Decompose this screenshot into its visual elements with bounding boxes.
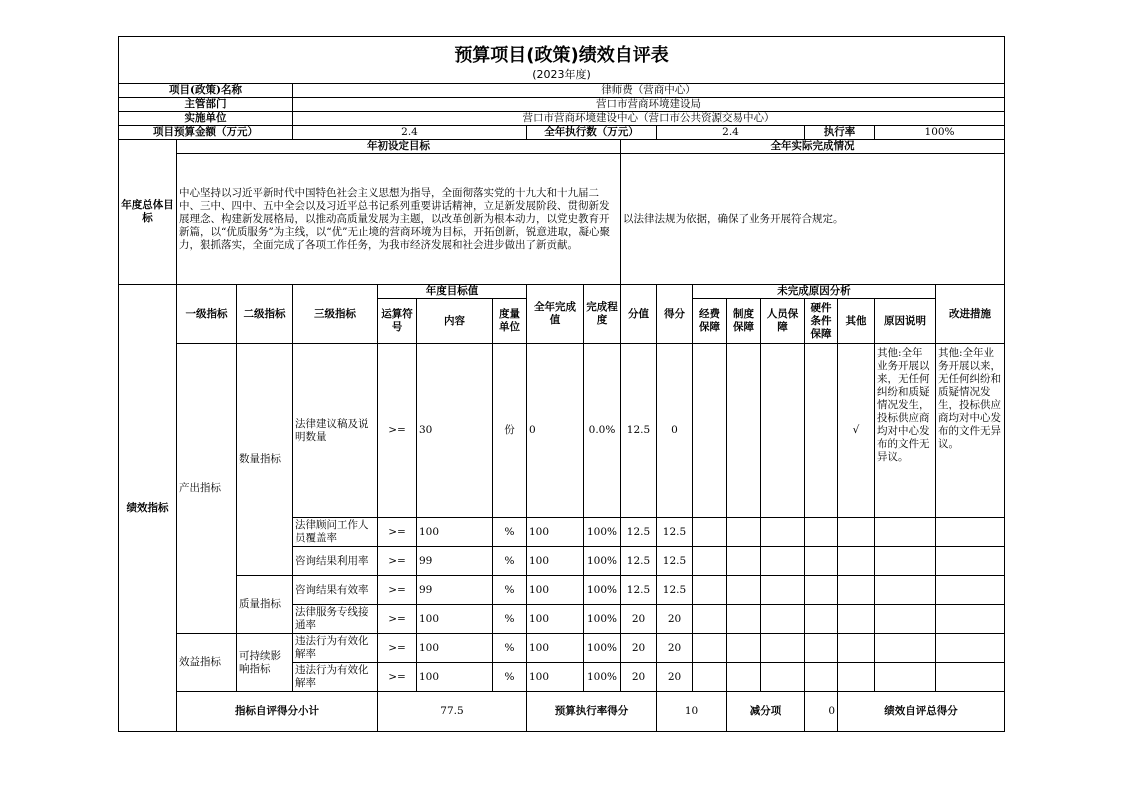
indicator-points: 12.5 xyxy=(621,344,657,518)
initial-goal-text: 中心坚持以习近平新时代中国特色社会主义思想为指导，全面彻落实党的十九大和十九届二中、三中、四中、五中全会以及习近平总书记系列重要讲话精神，立足新发展阶段、贯彻新发展理念、构建新发展格局，以推动高质量发展为主题，以改革创新为根本动力，以党史教育开新篇，以“优质服务”为主线，以“优”无止境的营商环境为目标，开拓创新，锐意进取，凝心聚力，狠抓落实，全面完成了各项工作任务，为我市经济发展和社会进步做出了新贡献。 xyxy=(177,154,621,285)
indicator-operator: >= xyxy=(378,663,417,692)
indicator-actual: 100 xyxy=(527,547,584,576)
indicator-score: 0 xyxy=(657,344,693,518)
budget-value: 2.4 xyxy=(293,126,527,140)
indicator-degree: 0.0% xyxy=(584,344,621,518)
indicator-actual: 100 xyxy=(527,663,584,692)
header-reason-other: 其他 xyxy=(838,299,875,344)
header-level2: 二级指标 xyxy=(237,285,293,344)
indicator-degree: 100% xyxy=(584,663,621,692)
l2-sustain: 可持续影响指标 xyxy=(237,634,293,692)
indicator-content: 100 xyxy=(417,605,493,634)
l2-quantity: 数量指标 xyxy=(237,344,293,576)
indicator-score: 20 xyxy=(657,634,693,663)
reason-description-cell xyxy=(875,576,936,605)
indicator-actual: 100 xyxy=(527,634,584,663)
reason-other-cell xyxy=(838,663,875,692)
l1-output: 产出指标 xyxy=(177,344,237,634)
table-row xyxy=(119,344,1005,518)
table-row xyxy=(119,576,1005,605)
header-level3: 三级指标 xyxy=(293,285,378,344)
reason-system-cell xyxy=(727,344,761,518)
indicator-degree: 100% xyxy=(584,518,621,547)
reason-funding-cell xyxy=(693,634,727,663)
reason-system-cell xyxy=(727,547,761,576)
improvement-cell xyxy=(936,547,1005,576)
header-reasons-group: 未完成原因分析 xyxy=(693,285,936,299)
reason-hardware-cell xyxy=(805,576,838,605)
unit-value: 营口市营商环境建设中心（营口市公共资源交易中心） xyxy=(293,112,1005,126)
rate-label: 执行率 xyxy=(805,126,875,140)
deduction-value: 0 xyxy=(805,692,838,732)
indicator-content: 100 xyxy=(417,634,493,663)
indicator-operator: >= xyxy=(378,547,417,576)
reason-staff-cell xyxy=(761,663,805,692)
reason-description-cell xyxy=(875,518,936,547)
goals-row-label: 年度总体目标 xyxy=(119,140,177,285)
header-target-group: 年度目标值 xyxy=(378,285,527,299)
reason-staff-cell xyxy=(761,576,805,605)
reason-system-cell xyxy=(727,518,761,547)
indicator-actual: 100 xyxy=(527,576,584,605)
header-improve: 改进措施 xyxy=(936,285,1005,344)
header-reason-funding: 经费保障 xyxy=(693,299,727,344)
indicator-points: 12.5 xyxy=(621,518,657,547)
subtotal-value: 77.5 xyxy=(378,692,527,732)
indicator-unit: % xyxy=(493,605,527,634)
reason-hardware-cell xyxy=(805,634,838,663)
indicator-score: 20 xyxy=(657,663,693,692)
executed-value: 2.4 xyxy=(657,126,805,140)
reason-system-cell xyxy=(727,576,761,605)
indicator-unit: % xyxy=(493,547,527,576)
indicator-content: 30 xyxy=(417,344,493,518)
actual-result-text: 以法律法规为依据，确保了业务开展符合规定。 xyxy=(621,154,1005,285)
reason-description-cell xyxy=(875,663,936,692)
reason-funding-cell xyxy=(693,518,727,547)
project-name-value: 律师费（营商中心） xyxy=(293,84,1005,98)
title-cell xyxy=(119,37,1005,84)
reason-hardware-cell xyxy=(805,547,838,576)
indicator-actual: 0 xyxy=(527,344,584,518)
perf-row-label: 绩效指标 xyxy=(119,285,177,732)
reason-description-cell xyxy=(875,634,936,663)
header-reason-staff: 人员保障 xyxy=(761,299,805,344)
header-operator: 运算符号 xyxy=(378,299,417,344)
indicator-unit: % xyxy=(493,576,527,605)
indicator-unit: % xyxy=(493,663,527,692)
header-reason-hardware: 硬件条件保障 xyxy=(805,299,838,344)
improvement-cell xyxy=(936,634,1005,663)
dept-label: 主管部门 xyxy=(119,98,293,112)
indicator-degree: 100% xyxy=(584,634,621,663)
indicator-points: 12.5 xyxy=(621,576,657,605)
indicator-content: 100 xyxy=(417,663,493,692)
improvement-cell xyxy=(936,518,1005,547)
improvement-measure: 其他:全年业务开展以来，无任何纠纷和质疑情况发生，投标供应商均对中心发布的文件无异议。 xyxy=(936,344,1005,518)
indicator-name: 法律建议稿及说明数量 xyxy=(293,344,378,518)
improvement-cell xyxy=(936,576,1005,605)
indicator-operator: >= xyxy=(378,605,417,634)
unit-label: 实施单位 xyxy=(119,112,293,126)
indicator-name: 咨询结果有效率 xyxy=(293,576,378,605)
budget-score-value: 10 xyxy=(657,692,727,732)
reason-funding-cell xyxy=(693,605,727,634)
dept-value: 营口市营商环境建设局 xyxy=(293,98,1005,112)
table-row xyxy=(119,634,1005,663)
reason-staff-cell xyxy=(761,344,805,518)
indicator-actual: 100 xyxy=(527,605,584,634)
total-label: 绩效自评总得分 xyxy=(838,692,1005,732)
indicator-unit: 份 xyxy=(493,344,527,518)
indicator-points: 20 xyxy=(621,663,657,692)
deduction-label: 减分项 xyxy=(727,692,805,732)
indicator-operator: >= xyxy=(378,634,417,663)
reason-system-cell xyxy=(727,663,761,692)
reason-staff-cell xyxy=(761,605,805,634)
header-score: 得分 xyxy=(657,285,693,344)
header-unit: 度量单位 xyxy=(493,299,527,344)
executed-label: 全年执行数（万元） xyxy=(527,126,657,140)
indicator-points: 20 xyxy=(621,605,657,634)
header-content: 内容 xyxy=(417,299,493,344)
page-title: 预算项目(政策)绩效自评表 xyxy=(454,45,669,66)
reason-staff-cell xyxy=(761,518,805,547)
reason-funding-cell xyxy=(693,547,727,576)
indicator-degree: 100% xyxy=(584,576,621,605)
reason-other-cell xyxy=(838,576,875,605)
actual-result-header: 全年实际完成情况 xyxy=(621,140,1005,154)
self-evaluation-table xyxy=(118,36,1005,732)
indicator-operator: >= xyxy=(378,344,417,518)
budget-score-label: 预算执行率得分 xyxy=(527,692,657,732)
reason-staff-cell xyxy=(761,634,805,663)
reason-description-cell xyxy=(875,547,936,576)
reason-system-cell xyxy=(727,634,761,663)
reason-other-check: √ xyxy=(838,344,875,518)
indicator-points: 12.5 xyxy=(621,547,657,576)
indicator-score: 12.5 xyxy=(657,576,693,605)
reason-other-cell xyxy=(838,605,875,634)
indicator-degree: 100% xyxy=(584,605,621,634)
reason-hardware-cell xyxy=(805,663,838,692)
reason-description: 其他:全年业务开展以来，无任何纠纷和质疑情况发生，投标供应商均对中心发布的文件无异议。 xyxy=(875,344,936,518)
indicator-content: 100 xyxy=(417,518,493,547)
initial-goal-header: 年初设定目标 xyxy=(177,140,621,154)
indicator-content: 99 xyxy=(417,576,493,605)
header-degree: 完成程度 xyxy=(584,285,621,344)
improvement-cell xyxy=(936,663,1005,692)
indicator-name: 违法行为有效化解率 xyxy=(293,663,378,692)
indicator-name: 违法行为有效化解率 xyxy=(293,634,378,663)
page-subtitle: (2023年度) xyxy=(532,68,591,81)
indicator-content: 99 xyxy=(417,547,493,576)
improvement-cell xyxy=(936,605,1005,634)
rate-value: 100% xyxy=(875,126,1005,140)
reason-hardware-cell xyxy=(805,605,838,634)
indicator-name: 咨询结果利用率 xyxy=(293,547,378,576)
header-actual: 全年完成值 xyxy=(527,285,584,344)
budget-label: 项目预算金额（万元） xyxy=(119,126,293,140)
header-level1: 一级指标 xyxy=(177,285,237,344)
indicator-score: 12.5 xyxy=(657,518,693,547)
reason-staff-cell xyxy=(761,547,805,576)
reason-system-cell xyxy=(727,605,761,634)
indicator-unit: % xyxy=(493,518,527,547)
reason-other-cell xyxy=(838,634,875,663)
header-reason-system: 制度保障 xyxy=(727,299,761,344)
indicator-points: 20 xyxy=(621,634,657,663)
l1-benefit: 效益指标 xyxy=(177,634,237,692)
indicator-operator: >= xyxy=(378,518,417,547)
reason-hardware-cell xyxy=(805,518,838,547)
l2-quality: 质量指标 xyxy=(237,576,293,634)
reason-funding-cell xyxy=(693,344,727,518)
header-points: 分值 xyxy=(621,285,657,344)
reason-hardware-cell xyxy=(805,344,838,518)
reason-other-cell xyxy=(838,518,875,547)
indicator-score: 20 xyxy=(657,605,693,634)
project-name-label: 项目(政策)名称 xyxy=(119,84,293,98)
indicator-name: 法律顾问工作人员覆盖率 xyxy=(293,518,378,547)
indicator-score: 12.5 xyxy=(657,547,693,576)
reason-funding-cell xyxy=(693,663,727,692)
reason-description-cell xyxy=(875,605,936,634)
reason-other-cell xyxy=(838,547,875,576)
header-reason-desc: 原因说明 xyxy=(875,299,936,344)
indicator-degree: 100% xyxy=(584,547,621,576)
reason-funding-cell xyxy=(693,576,727,605)
indicator-operator: >= xyxy=(378,576,417,605)
indicator-actual: 100 xyxy=(527,518,584,547)
subtotal-label: 指标自评得分小计 xyxy=(177,692,378,732)
indicator-unit: % xyxy=(493,634,527,663)
indicator-name: 法律服务专线接通率 xyxy=(293,605,378,634)
